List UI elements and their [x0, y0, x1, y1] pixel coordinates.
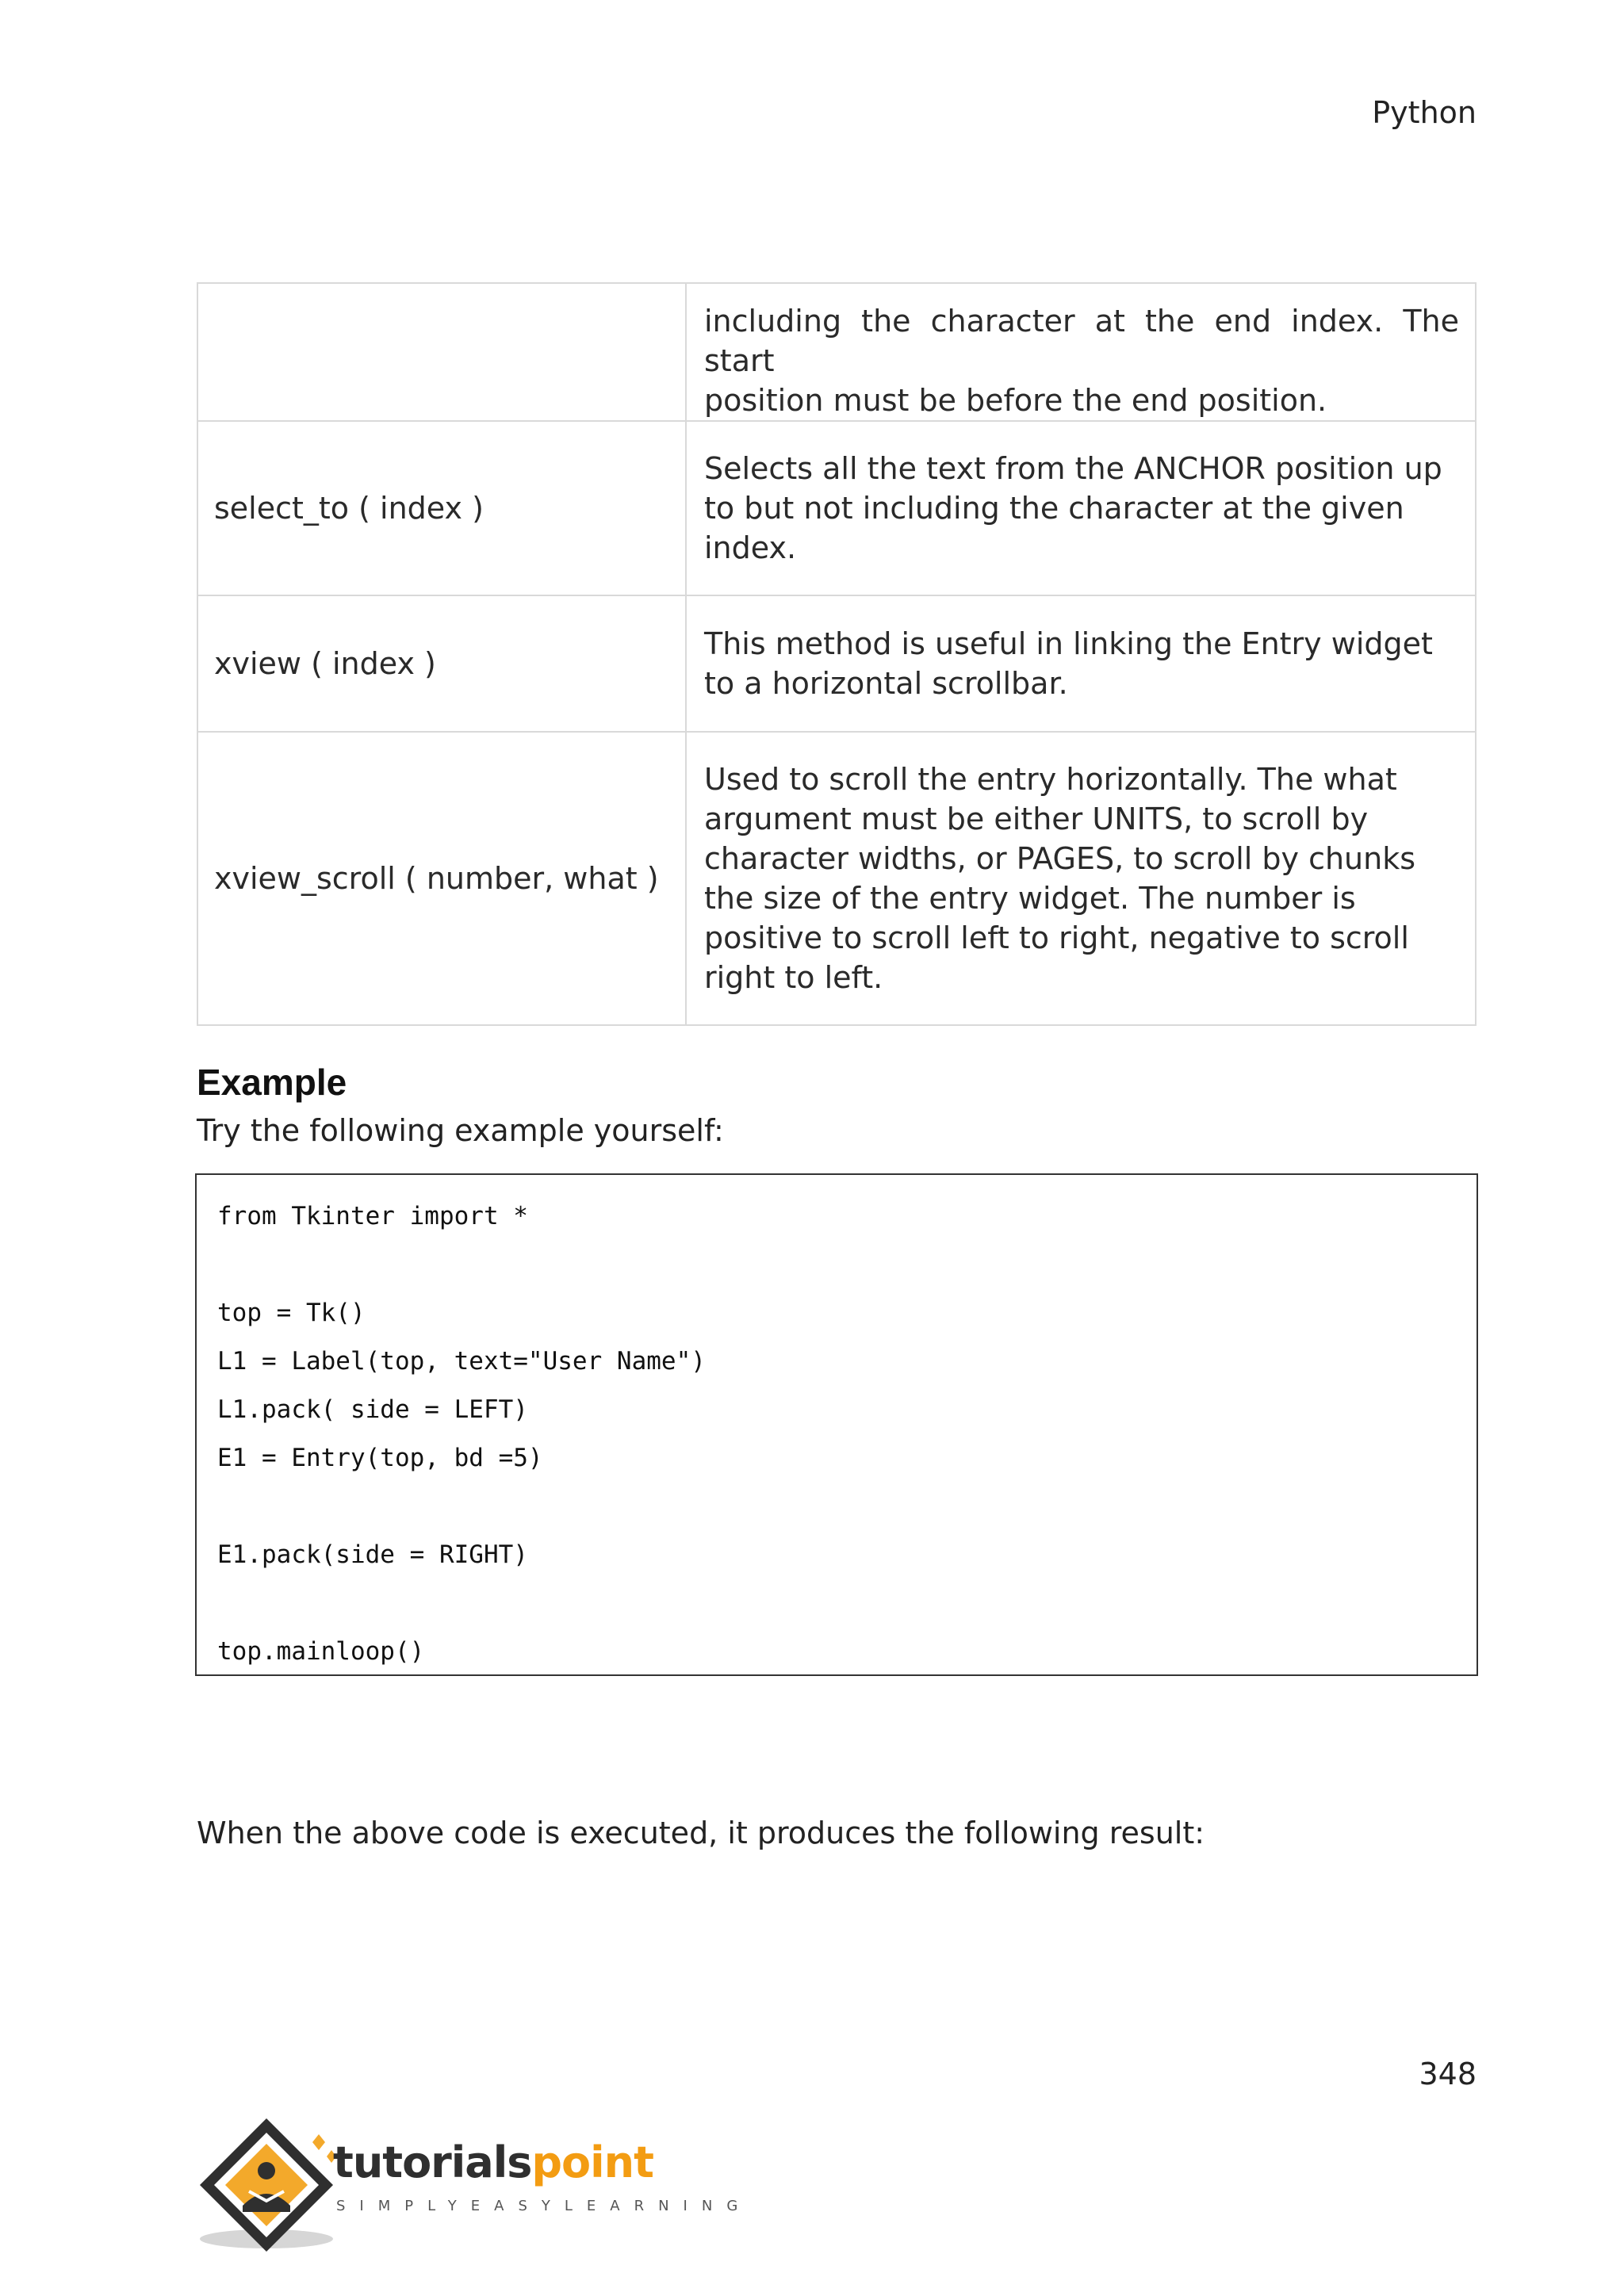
method-description-cell — [686, 283, 1476, 421]
logo-tagline: SIMPLYEASYLEARNING — [336, 2198, 753, 2214]
logo-word-point: point — [531, 2137, 653, 2187]
description-line: Selects all the text from the ANCHOR position up — [704, 451, 1442, 486]
code-line: E1 = Entry(top, bd =5) — [217, 1444, 543, 1472]
table-row — [197, 732, 1476, 1025]
tutorialspoint-logo-icon — [193, 2112, 352, 2255]
code-line: top.mainloop() — [217, 1637, 425, 1666]
method-description-cell — [686, 732, 1476, 1025]
description-line: This method is useful in linking the Entry widget — [704, 626, 1433, 661]
method-name-cell: xview_scroll ( number, what ) — [197, 732, 686, 1025]
code-line: from Tkinter import * — [217, 1202, 528, 1230]
table-row — [197, 283, 1476, 421]
description-line: argument must be either UNITS, to scroll by — [704, 802, 1369, 836]
tutorialspoint-logo — [193, 2112, 753, 2255]
example-intro: Try the following example yourself: — [197, 1113, 724, 1148]
method-description-cell — [686, 421, 1476, 595]
description-line: character widths, or PAGES, to scroll by chunks — [704, 841, 1416, 876]
description-line: position must be before the end position. — [704, 383, 1327, 418]
method-name-cell — [197, 283, 686, 421]
description-line: Used to scroll the entry horizontally. The what — [704, 762, 1397, 797]
method-description-cell — [686, 595, 1476, 732]
code-line — [217, 1241, 1477, 1289]
description-line: to but not including the character at the given — [704, 491, 1404, 526]
code-line — [217, 1579, 1477, 1628]
description-line: right to left. — [704, 960, 883, 995]
code-line: L1.pack( side = LEFT) — [217, 1395, 528, 1424]
description-line: including the character at the end index. The start — [704, 304, 1459, 378]
code-block — [195, 1173, 1478, 1676]
table-row — [197, 595, 1476, 732]
description-line: index. — [704, 530, 797, 565]
logo-word-tutorials: tutorials — [333, 2137, 532, 2187]
code-line: E1.pack(side = RIGHT) — [217, 1540, 528, 1569]
header-title: Python — [1372, 95, 1477, 130]
code-line: L1 = Label(top, text="User Name") — [217, 1347, 706, 1376]
result-text: When the above code is executed, it produces the following result: — [197, 1816, 1205, 1850]
code-line: top = Tk() — [217, 1299, 366, 1327]
method-name-cell: select_to ( index ) — [197, 421, 686, 595]
method-table — [197, 282, 1477, 1026]
example-heading: Example — [197, 1062, 347, 1103]
method-name-cell: xview ( index ) — [197, 595, 686, 732]
table-row — [197, 421, 1476, 595]
description-line: the size of the entry widget. The number is — [704, 881, 1356, 916]
description-line: to a horizontal scrollbar. — [704, 666, 1068, 701]
code-line — [217, 1483, 1477, 1531]
description-line: positive to scroll left to right, negative to scroll — [704, 920, 1409, 955]
page-number: 348 — [1419, 2057, 1477, 2091]
